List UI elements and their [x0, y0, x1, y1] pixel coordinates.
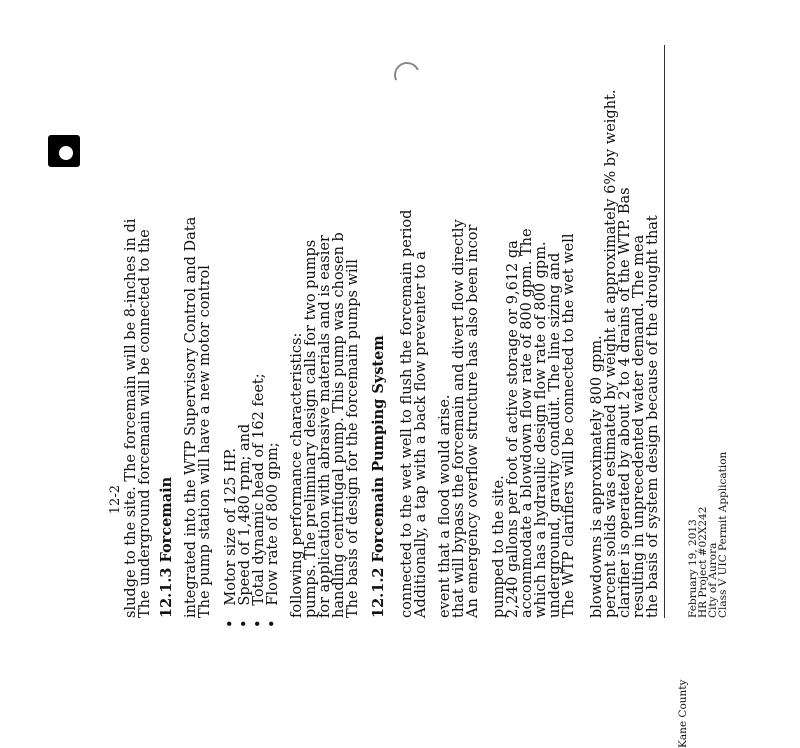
header-line: City of Aurora: [707, 542, 719, 618]
text-line: accommodate a blowdown flow rate of 800 gpm. The: [519, 228, 535, 618]
document-page: [152, 45, 800, 748]
section-heading: 12.1.2 Forcemain Pumping System: [370, 335, 387, 618]
text-line: pumps. The preliminary design calls for two pumps: [303, 239, 319, 618]
text-line: The pump station will have a new motor control: [197, 265, 213, 618]
text-line: underground, gravity conduit. The line sizing and: [547, 252, 563, 618]
page-number: 12-2: [108, 485, 123, 515]
text-line: The basis of design for the forcemain pumps will: [345, 259, 361, 618]
text-line: resulting in unprecedented water demand. The mea: [631, 234, 647, 618]
text-line: pumped to the site.: [491, 475, 507, 618]
text-line: blowdowns is approximately 800 gpm.: [589, 335, 605, 618]
header-rule: [664, 45, 665, 618]
text-line: Additionally, a tap with a back flow preventer to a: [413, 251, 429, 618]
text-line: integrated into the WTP Supervisory Control and Data: [183, 216, 199, 618]
bullet-item: • Motor size of 125 HP.: [223, 447, 239, 628]
bullet-item: • Total dynamic head of 162 feet;: [251, 373, 267, 628]
text-line: connected to the wet well to flush the forcemain period: [399, 209, 415, 618]
section-heading: 12.1.3 Forcemain: [158, 476, 175, 618]
text-line: which has a hydraulic design flow rate of 800 gpm.: [533, 241, 549, 618]
text-line: for application with abrasive materials and is easier: [317, 235, 333, 618]
text-line: 2,240 gallons per foot of active storage or 9,612 ga: [505, 240, 521, 618]
bullet-item: • Flow rate of 800 gpm;: [265, 442, 281, 628]
bullet-item: • Speed of 1,480 rpm; and: [237, 423, 253, 628]
text-line: following performance characteristics:: [289, 332, 305, 618]
binder-hole-icon: [48, 135, 80, 167]
header-line: February 19, 2013: [687, 519, 699, 618]
text-line: sludge to the site. The forcemain will be 8-inches in di: [123, 218, 139, 618]
header-line: HR Project #02X242: [697, 506, 709, 618]
text-line: The underground forcemain will be connected to the: [137, 229, 153, 618]
header-line: Kane County: [677, 679, 689, 748]
text-line: that will bypass the forcemain and divert flow directly: [451, 219, 467, 618]
text-line: percent solids was estimated by weight at approximately 6% by weight.: [603, 89, 619, 618]
text-line: clarifier is operated by about 2 to 4 drains of the WTP. Bas: [617, 187, 633, 618]
text-line: The WTP clarifiers will be connected to the wet well: [561, 233, 577, 618]
text-line: An emergency overflow structure has also been incor: [465, 224, 481, 618]
text-line: event that a flood would arise.: [437, 394, 453, 618]
text-line: handling centrifugal pump. This pump was chosen b: [331, 232, 347, 618]
header-line: Class V UIC Permit Application: [717, 451, 729, 618]
text-line: the basis of system design because of the drought that: [645, 215, 661, 618]
